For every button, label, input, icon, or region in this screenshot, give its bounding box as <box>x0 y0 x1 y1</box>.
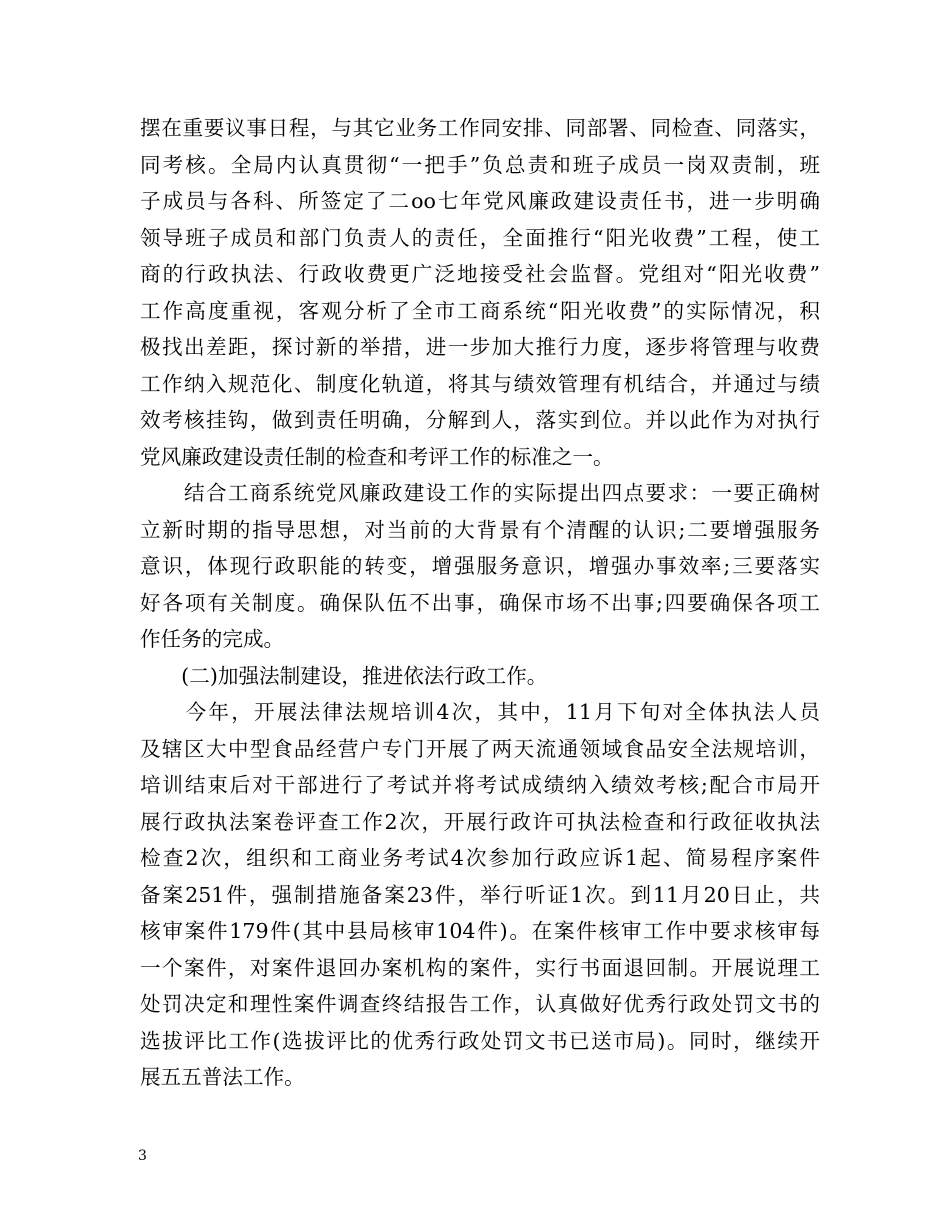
text-line: 党风廉政建设责任制的检查和考评工作的标准之一。 <box>140 444 614 469</box>
page-number: 3 <box>138 1148 147 1164</box>
text-line: 意识，体现行政职能的转变，增强服务意识，增强办事效率;三要落实 <box>140 554 820 578</box>
section-heading-text: (二)加强法制建设，推进依法行政工作。 <box>140 663 548 688</box>
text-line: 作任务的完成。 <box>140 627 285 651</box>
text-line: 今年，开展法律法规培训4次，其中，11月下旬对全体执法人员 <box>140 700 820 724</box>
text-line: 展行政执法案卷评查工作2次，开展行政许可执法检查和行政征收执法 <box>140 809 820 834</box>
text-line: 一个案件，对案件退回办案机构的案件，实行书面退回制。开展说理工 <box>140 955 820 980</box>
text-line: 检查2次，组织和工商业务考试4次参加行政应诉1起、简易程序案件 <box>140 846 820 870</box>
text-line: 立新时期的指导思想，对当前的大背景有个清醒的认识;二要增强服务 <box>140 517 820 542</box>
text-line: 培训结束后对干部进行了考试并将考试成绩纳入绩效考核;配合市局开 <box>140 773 820 797</box>
text-line: 摆在重要议事日程，与其它业务工作同安排、同部署、同检查、同落实， <box>140 116 820 140</box>
text-line: 处罚决定和理性案件调查终结报告工作，认真做好优秀行政处罚文书的 <box>140 992 820 1016</box>
text-line: 子成员与各科、所签定了二oo七年党风廉政建设责任书，进一步明确 <box>140 189 820 213</box>
paragraph-4 <box>140 694 820 1096</box>
text-line: 结合工商系统党风廉政建设工作的实际提出四点要求：一要正确树 <box>140 481 820 505</box>
text-line: 核审案件179件(其中县局核审104件)。在案件核审工作中要求核审每 <box>140 919 820 943</box>
text-line: 效考核挂钩，做到责任明确，分解到人，落实到位。并以此作为对执行 <box>140 408 820 432</box>
text-line: 同考核。全局内认真贯彻“一把手”负总责和班子成员一岗双责制，班 <box>140 152 820 177</box>
text-line: 选拔评比工作(选拔评比的优秀行政处罚文书已送市局)。同时，继续开 <box>140 1028 820 1053</box>
document-body <box>140 110 820 1096</box>
section-heading <box>140 658 820 695</box>
text-line: 工作高度重视，客观分析了全市工商系统“阳光收费”的实际情况，积 <box>140 298 820 323</box>
text-line: 领导班子成员和部门负责人的责任，全面推行“阳光收费”工程，使工 <box>140 225 820 250</box>
paragraph-2 <box>140 475 820 658</box>
text-line: 及辖区大中型食品经营户专门开展了两天流通领域食品安全法规培训， <box>140 736 820 761</box>
text-line: 商的行政执法、行政收费更广泛地接受社会监督。党组对“阳光收费” <box>140 262 820 286</box>
text-line: 好各项有关制度。确保队伍不出事，确保市场不出事;四要确保各项工 <box>140 590 820 615</box>
text-line: 极找出差距，探讨新的举措，进一步加大推行力度，逐步将管理与收费 <box>140 335 820 359</box>
text-line: 展五五普法工作。 <box>140 1065 305 1089</box>
text-line: 工作纳入规范化、制度化轨道，将其与绩效管理有机结合，并通过与绩 <box>140 371 820 396</box>
paragraph-1 <box>140 110 820 475</box>
text-line: 备案251件，强制措施备案23件，举行听证1次。到11月20日止，共 <box>140 882 820 907</box>
